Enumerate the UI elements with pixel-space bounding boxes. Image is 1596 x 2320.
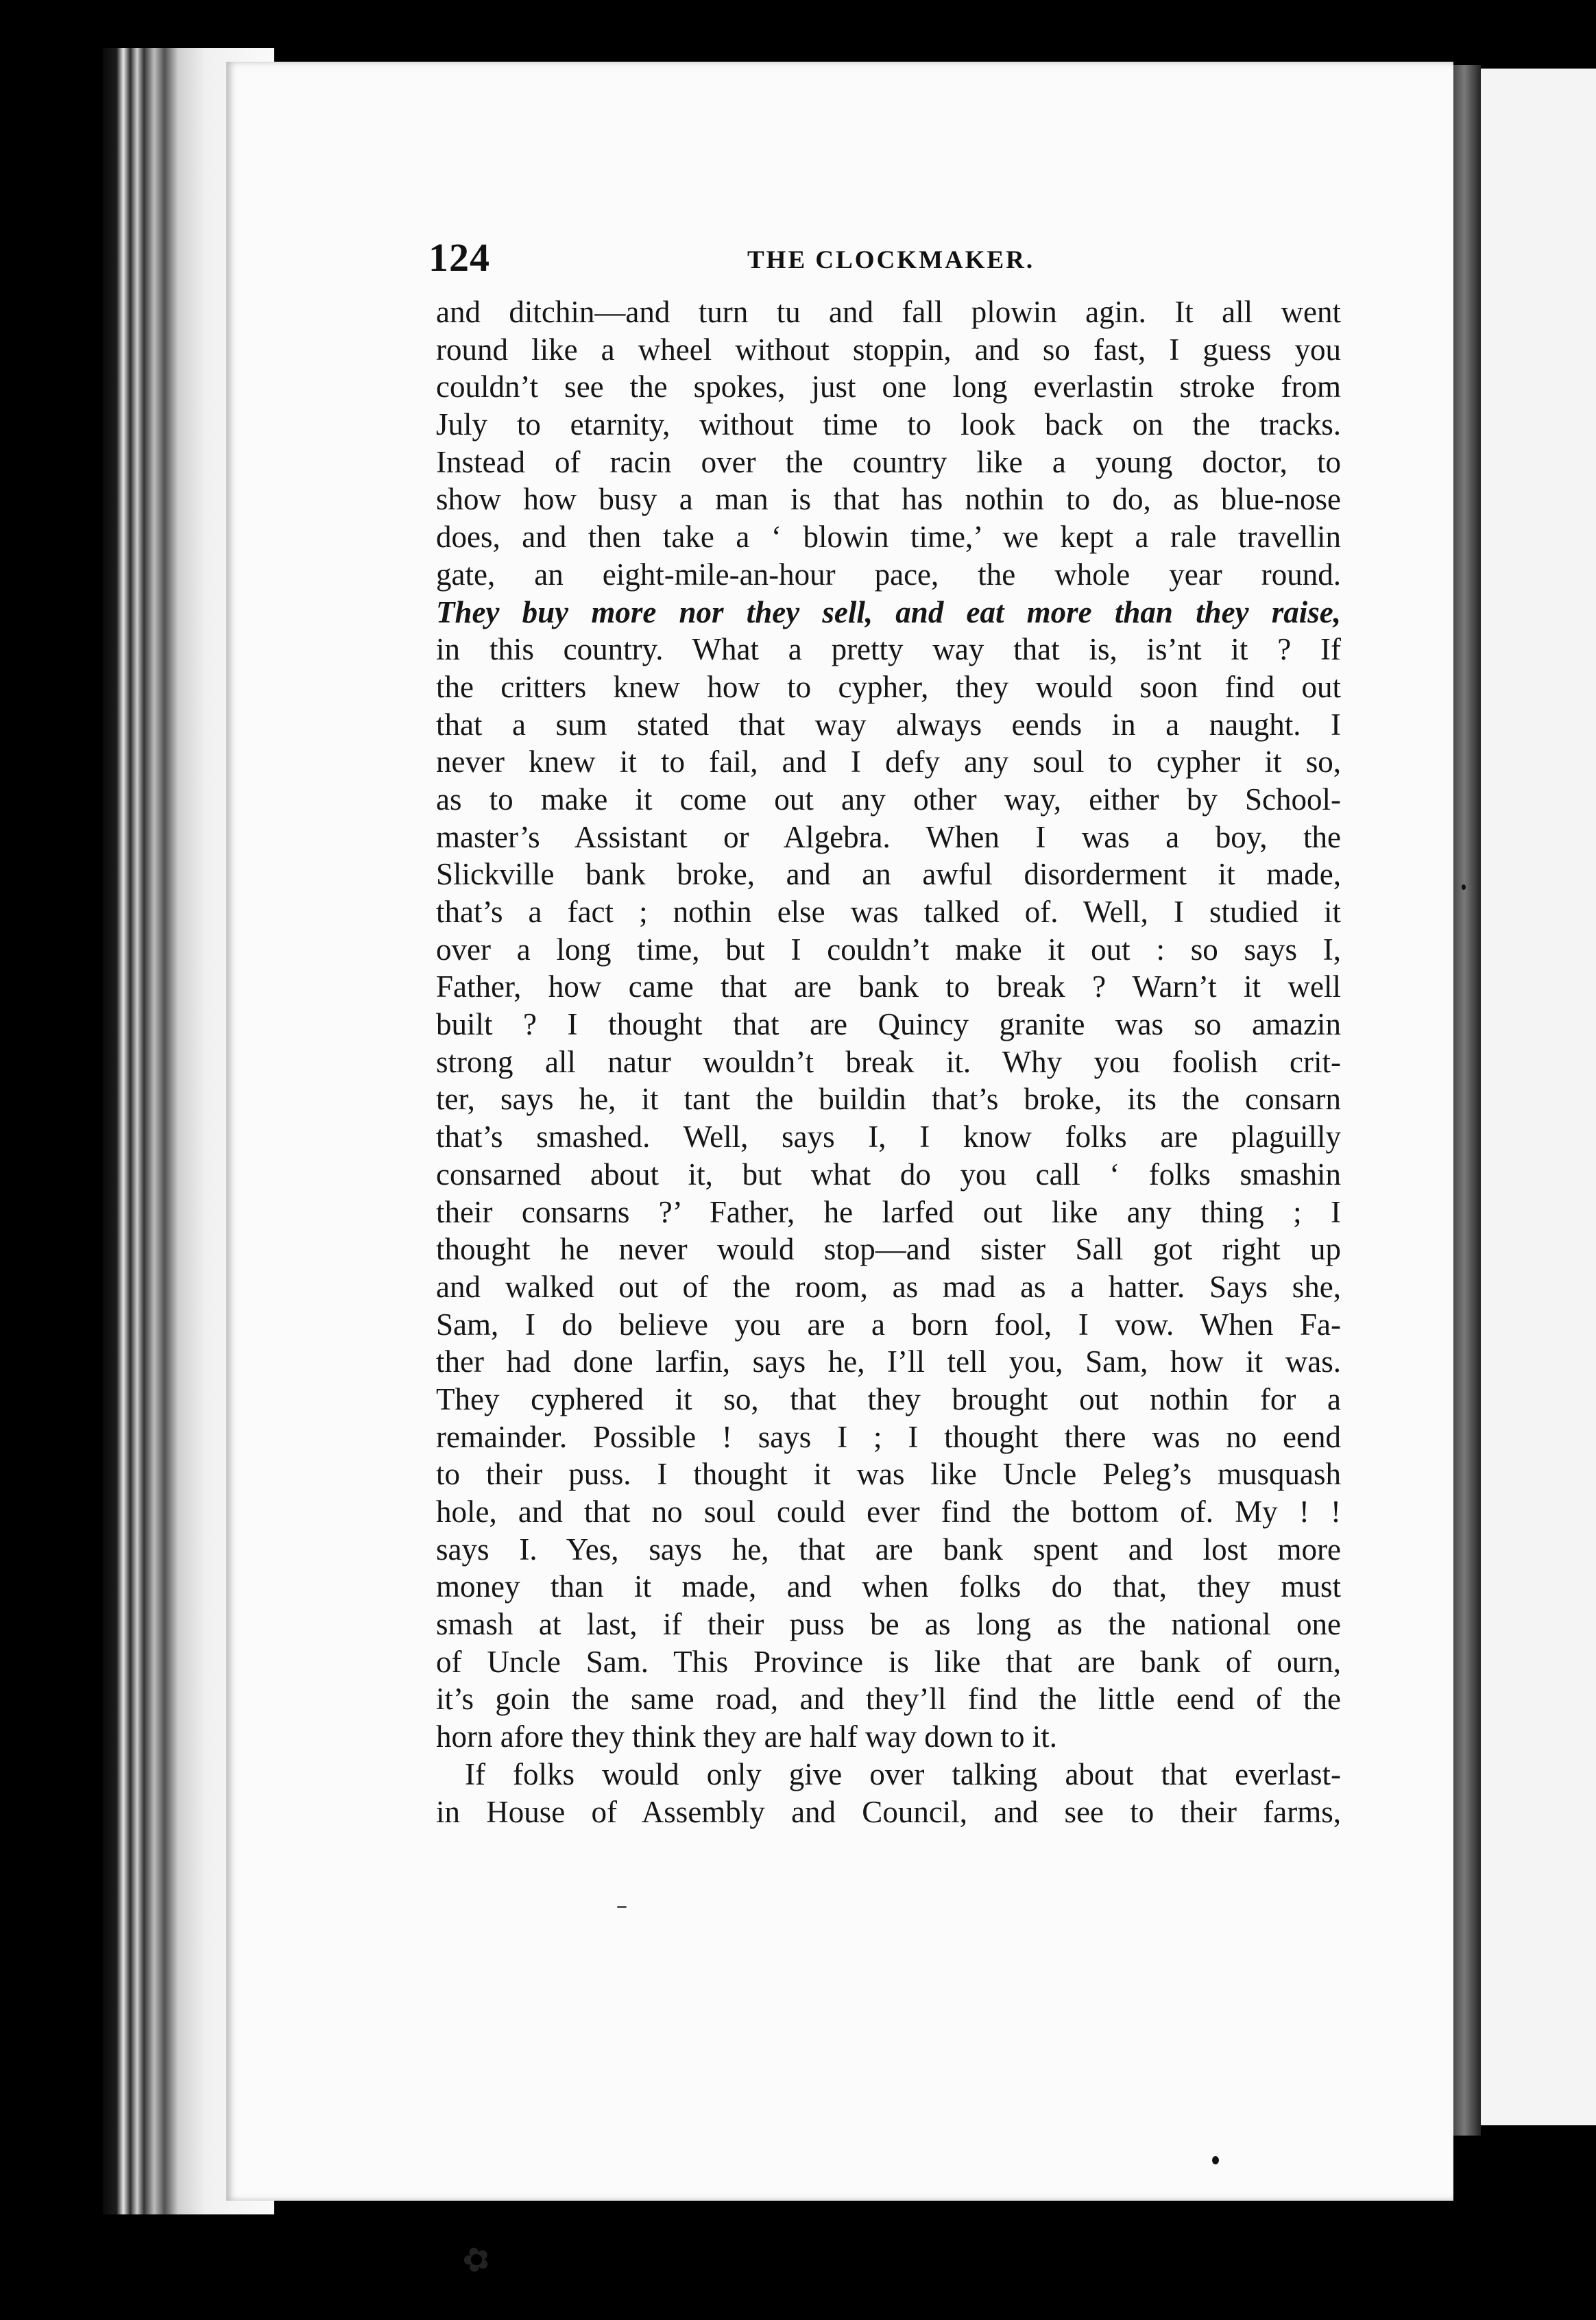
text-line: ther had done larfin, says he, I’ll tell you, Sam, how it was. [436,1344,1341,1379]
page-number: 124 [428,235,490,280]
text-line: and ditchin—and turn tu and fall plowin agin. It all went [436,295,1341,329]
text-line: Slickville bank broke, and an awful disorderment it made, [436,857,1341,892]
ink-speck [1462,884,1466,890]
text-line: as to make it come out any other way, either by School- [436,782,1341,817]
text-line: couldn’t see the spokes, just one long everlastin stroke from [436,370,1341,404]
text-line: round like a wheel without stoppin, and so fast, I guess you [436,332,1341,367]
running-head: THE CLOCKMAKER. [747,246,1035,274]
italic-text-line: They buy more nor they sell, and eat more than they raise, [436,594,1341,629]
text-line: in House of Assembly and Council, and see to their farms, [436,1794,1341,1829]
text-line: of Uncle Sam. This Province is like that are bank of ourn, [436,1644,1341,1679]
text-line: says I. Yes, says he, that are bank spent and lost more [436,1532,1341,1567]
text-line: built ? I thought that are Quincy granite was so amazin [436,1007,1341,1042]
page-header [428,234,1347,282]
text-line: it’s goin the same road, and they’ll find the little eend of the [436,1682,1341,1717]
text-line: that’s smashed. Well, says I, I know folks are plaguilly [436,1120,1341,1155]
text-line: consarned about it, but what do you call ‘ folks smashin [436,1157,1341,1192]
text-line: and walked out of the room, as mad as a hatter. Says she, [436,1269,1341,1304]
text-line: to their puss. I thought it was like Uncle Peleg’s musquash [436,1457,1341,1492]
text-line: thought he never would stop—and sister Sall got right up [436,1232,1341,1267]
text-line: money than it made, and when folks do that, they must [436,1569,1341,1604]
text-line: gate, an eight-mile-an-hour pace, the whole year round. [436,557,1341,592]
text-line: does, and then take a ‘ blowin time,’ we kept a rale travellin [436,520,1341,555]
text-line: remainder. Possible ! says I ; I thought there was no eend [436,1419,1341,1454]
ink-speck [1212,2156,1219,2164]
text-line: over a long time, but I couldn’t make it out : so says I, [436,932,1341,967]
text-line: that’s a fact ; nothin else was talked of. Well, I studied it [436,895,1341,929]
text-line: hole, and that no soul could ever find the bottom of. My ! ! [436,1495,1341,1529]
text-line: the critters knew how to cypher, they would soon find out [436,669,1341,704]
text-line: Instead of racin over the country like a young doctor, to [436,444,1341,479]
text-line: that a sum stated that way always eends in a naught. I [436,707,1341,742]
ink-speck [617,1906,627,1908]
text-line: July to etarnity, without time to look back on the tracks. [436,407,1341,442]
text-line: never knew it to fail, and I defy any soul to cypher it so, [436,745,1341,780]
text-line: master’s Assistant or Algebra. When I was a boy, the [436,819,1341,854]
text-line: ter, says he, it tant the buildin that’s broke, its the consarn [436,1082,1341,1117]
page-blemish-mark: ✿ [457,2238,496,2282]
text-line: in this country. What a pretty way that is, is’nt it ? If [436,632,1341,667]
paragraph-first-line: If folks would only give over talking about that everlast- [465,1756,1341,1791]
body-text [436,293,1341,1830]
page-gutter-shadow [1453,65,1481,2136]
text-line: horn afore they think they are half way down to it. [436,1719,1057,1754]
text-line: They cyphered it so, that they brought out nothin for a [436,1381,1341,1416]
text-line: show how busy a man is that has nothin to do, as blue-nose [436,482,1341,517]
text-line: their consarns ?’ Father, he larfed out like any thing ; I [436,1194,1341,1229]
text-line: Sam, I do believe you are a born fool, I vow. When Fa- [436,1307,1341,1342]
text-line: strong all natur wouldn’t break it. Why you foolish crit- [436,1044,1341,1079]
facing-page-edge [1481,69,1596,2125]
text-line: smash at last, if their puss be as long as the national one [436,1607,1341,1642]
text-line: Father, how came that are bank to break ? Warn’t it well [436,969,1341,1004]
